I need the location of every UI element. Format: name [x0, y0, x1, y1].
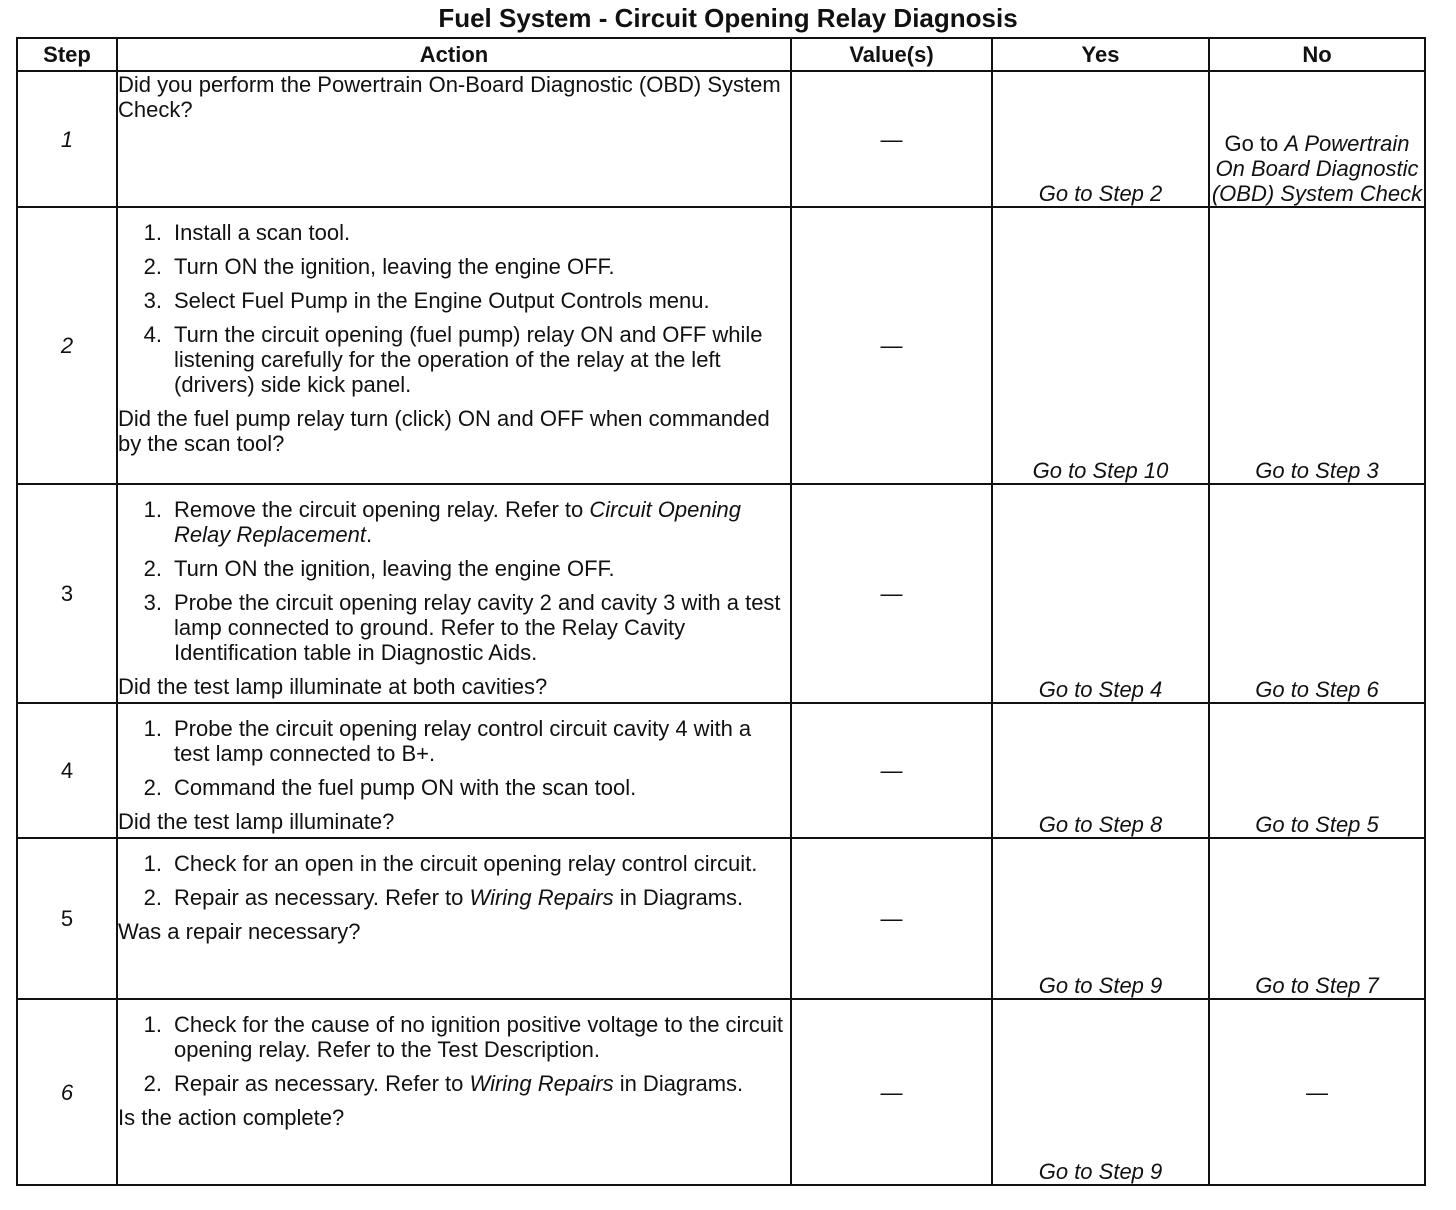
- list-item: 2. Command the fuel pump ON with the scan tool.: [143, 775, 637, 800]
- action-cell: [117, 838, 791, 999]
- step-number: 2: [17, 207, 117, 484]
- step-number: 5: [17, 838, 117, 999]
- step-number: 1: [17, 71, 117, 207]
- action-cell: [117, 484, 791, 703]
- no-prefix: Go to: [1224, 131, 1285, 156]
- action-question: Is the action complete?: [118, 1105, 345, 1130]
- step-number: 4: [17, 703, 117, 838]
- no-link-text: A Powertrain On Board Diagnostic (OBD) System Check: [1211, 131, 1423, 206]
- list-item: 2. Turn ON the ignition, leaving the engine OFF.: [143, 556, 615, 581]
- no-link[interactable]: Go to Step 7: [1209, 838, 1425, 999]
- reference-link[interactable]: Wiring Repairs: [469, 1071, 614, 1096]
- list-item: 1. Check for the cause of no ignition positive voltage to the circuit opening relay. Refer to the Test Description.: [143, 1012, 784, 1062]
- action-list: [118, 851, 790, 910]
- header-row: [17, 38, 1425, 71]
- header-no: No: [1209, 38, 1425, 71]
- action-question: Did the test lamp illuminate at both cavities?: [118, 674, 548, 699]
- yes-link[interactable]: Go to Step 8: [992, 703, 1209, 838]
- yes-link[interactable]: Go to Step 4: [992, 484, 1209, 703]
- yes-link[interactable]: Go to Step 9: [992, 999, 1209, 1185]
- value-cell: —: [791, 838, 992, 999]
- no-link[interactable]: Go to Step 3: [1209, 207, 1425, 484]
- action-cell: [117, 703, 791, 838]
- yes-link[interactable]: Go to Step 2: [992, 71, 1209, 207]
- no-cell: —: [1209, 999, 1425, 1185]
- no-link[interactable]: Go to Step 6: [1209, 484, 1425, 703]
- list-item: 1. Check for an open in the circuit opening relay control circuit.: [143, 851, 758, 876]
- action-list: [118, 220, 790, 397]
- table-row: [17, 703, 1425, 838]
- step-number: 6: [17, 999, 117, 1185]
- action-cell: [117, 71, 791, 207]
- reference-link[interactable]: Circuit Opening Relay Replacement: [174, 497, 741, 547]
- value-cell: —: [791, 207, 992, 484]
- list-item: 3. Select Fuel Pump in the Engine Output Controls menu.: [143, 288, 710, 313]
- list-item: 1. Remove the circuit opening relay. Refer to Circuit Opening Relay Replacement.: [143, 497, 741, 547]
- table-row: [17, 71, 1425, 207]
- reference-link[interactable]: Wiring Repairs: [469, 885, 614, 910]
- list-item: 3. Probe the circuit opening relay cavity 2 and cavity 3 with a test lamp connected to ground. Refer to the Relay Cavity Identification table in Diagnostic Aids.: [143, 590, 781, 665]
- list-item: 4. Turn the circuit opening (fuel pump) relay ON and OFF while listening carefully for the operation of the relay at the left (drivers) side kick panel.: [143, 322, 763, 397]
- step-number: 3: [17, 484, 117, 703]
- list-item: 1. Install a scan tool.: [143, 220, 351, 245]
- page-title: Fuel System - Circuit Opening Relay Diagnosis: [438, 3, 1018, 33]
- header-action: Action: [117, 38, 791, 71]
- list-item: 2. Repair as necessary. Refer to Wiring Repairs in Diagrams.: [143, 1071, 744, 1096]
- yes-link[interactable]: Go to Step 9: [992, 838, 1209, 999]
- header-step: Step: [17, 38, 117, 71]
- value-cell: —: [791, 999, 992, 1185]
- table-row: [17, 207, 1425, 484]
- value-cell: —: [791, 484, 992, 703]
- value-cell: —: [791, 71, 992, 207]
- list-item: 2. Turn ON the ignition, leaving the engine OFF.: [143, 254, 615, 279]
- list-item: 1. Probe the circuit opening relay control circuit cavity 4 with a test lamp connected to B+.: [143, 716, 752, 766]
- action-list: [118, 497, 790, 665]
- action-question: Did the test lamp illuminate?: [118, 809, 395, 834]
- header-values: Value(s): [791, 38, 992, 71]
- action-cell: [117, 207, 791, 484]
- action-question: Did the fuel pump relay turn (click) ON and OFF when commanded by the scan tool?: [118, 406, 770, 456]
- table-row: [17, 484, 1425, 703]
- action-question: Was a repair necessary?: [118, 919, 361, 944]
- action-list: [118, 1012, 790, 1096]
- action-list: [118, 716, 790, 800]
- no-link[interactable]: [1209, 71, 1425, 207]
- diagnosis-table: [16, 37, 1426, 1186]
- value-cell: —: [791, 703, 992, 838]
- table-row: [17, 838, 1425, 999]
- no-link[interactable]: Go to Step 5: [1209, 703, 1425, 838]
- list-item: 2. Repair as necessary. Refer to Wiring Repairs in Diagrams.: [143, 885, 744, 910]
- table-row: [17, 999, 1425, 1185]
- action-cell: [117, 999, 791, 1185]
- action-question: Did you perform the Powertrain On-Board Diagnostic (OBD) System Check?: [118, 72, 781, 122]
- header-yes: Yes: [992, 38, 1209, 71]
- yes-link[interactable]: Go to Step 10: [992, 207, 1209, 484]
